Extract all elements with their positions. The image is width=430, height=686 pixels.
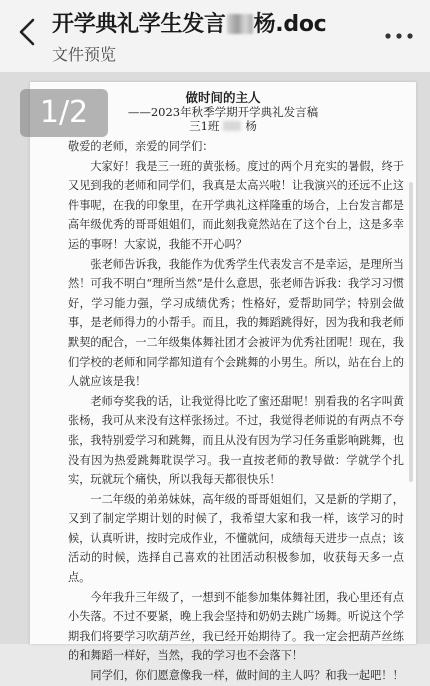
back-arrow-icon [18, 17, 36, 51]
paragraph: 老师夸奖我的话，让我觉得比吃了蜜还甜呢！别看我的名字叫黄张杨，我可从来没有这样张扬过。不过，我觉得老师说的有两点不夸张，我特别爱学习和跳舞，而且从没有因为学习任务重影响跳舞，也没有因为热爱跳舞耽误学习。我一直按老师的教导做：学就学个扎实，玩就玩个痛快，所以我每天都很快乐！ [68, 394, 404, 487]
salutation: 敬爱的老师，亲爱的同学们： [68, 140, 214, 153]
document-page[interactable] [30, 82, 416, 683]
redacted-author [223, 121, 241, 131]
back-button[interactable] [10, 14, 44, 54]
document-title: 做时间的主人 [185, 90, 261, 105]
more-dots-icon [384, 25, 414, 44]
paragraph: 大家好！我是三一班的黄张杨。度过的两个月充实的暑假，终于又见到我的老师和同学们，我真是太高兴啦！让我演兴的还远不止这件事呢，在我的印象里，在开学典礼这样隆重的场合，上台发言都是高年级优秀的哥哥姐姐们，而此刻我竟然站在了这个台上，这是多幸运的事呀！大家说，我能不开心吗？ [68, 159, 404, 251]
document-subtitle: ——2023年秋季学期开学典礼发言稿 [127, 105, 319, 119]
author-class: 三1班 [189, 119, 220, 133]
scrollbar[interactable] [409, 182, 413, 482]
author-suffix: 杨 [245, 119, 257, 133]
file-title [52, 10, 370, 40]
page-indicator: 1/2 [20, 89, 108, 137]
paragraph: 一二年级的弟弟妹妹，高年级的哥哥姐姐们，又是新的学期了，又到了制定学期计划的时候了，我希望大家和我一样，该学习的时候，认真听讲，按时完成作业，不懂就问，成绩每天进步一点点；该活动的时候，选择自己喜欢的社团活动积极参加，收获每天多一点点。 [68, 492, 404, 585]
paragraph: 张老师告诉我，我能作为优秀学生代表发言不是幸运，是理所当然！可我不明白“理所当然”是什么意思，张老师告诉我：我学习习惯好，学习能力强，学习成绩优秀；性格好，爱帮助同学；特别会做事，是老师得力的小帮手。而且，我的舞蹈跳得好，因为我和我老师默契的配合，一二年级集体舞社团才会被评为优秀社团呢！现在，我们学校的老师和同学都知道有个会跳舞的小男生。所以，站在台上的人就应该是我！ [68, 257, 404, 389]
title-block [52, 10, 370, 65]
file-title-suffix: 杨.doc [253, 12, 327, 37]
paragraph: 同学们，你们愿意像我一样，做时间的主人吗？和我一起吧！！ [90, 669, 404, 683]
paragraph: 今年我升三年级了，一想到不能参加集体舞社团，我心里还有点小失落。不过不要紧，晚上我会坚持和奶奶去跳广场舞。听说这个学期我们将要学习吹葫芦丝，我已经开始期待了。我一定会把葫芦丝练的和舞蹈一样好，当然，我的学习也不会落下！ [68, 590, 404, 663]
preview-label: 文件预览 [52, 45, 117, 64]
file-title-prefix: 开学典礼学生发言 [52, 12, 226, 37]
top-bar [0, 0, 430, 72]
redacted-name [227, 14, 253, 34]
more-button[interactable] [382, 22, 416, 46]
document-body [30, 133, 416, 686]
